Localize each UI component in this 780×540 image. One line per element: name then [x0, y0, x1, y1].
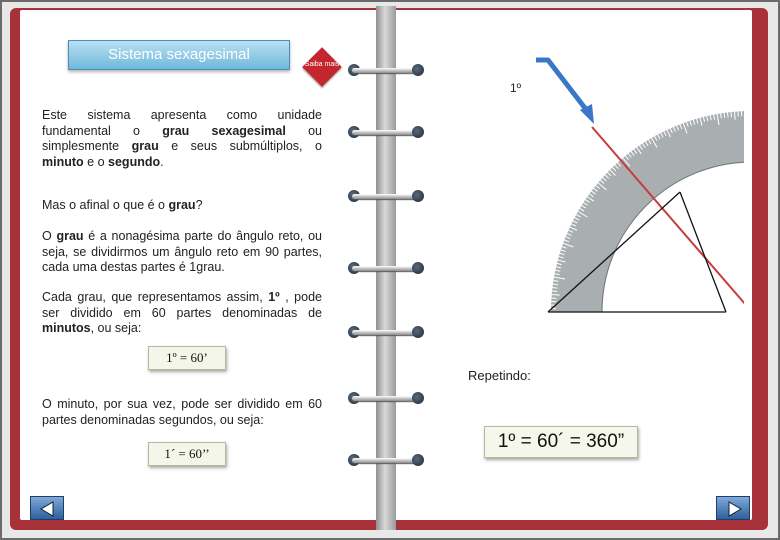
repetindo-label: Repetindo: — [468, 368, 531, 383]
prev-page-button[interactable] — [30, 496, 64, 520]
saiba-mais-button[interactable] — [303, 48, 341, 86]
intro-bold-segundo: segundo — [108, 154, 161, 169]
cada-grau-text: , pode ser dividido em 60 partes denominadas de — [42, 290, 322, 320]
page-title: Sistema sexagesimal — [68, 40, 290, 70]
intro-bold-grau: grau — [131, 139, 159, 153]
minuto-paragraph: O minuto, por sua vez, pode ser dividido em 60 partes denominadas segundos, ou seja: — [42, 397, 322, 427]
definition-text: O — [42, 229, 52, 243]
intro-bold-minuto: minuto — [42, 154, 84, 169]
cada-grau-text: Cada grau, que representamos assim, — [42, 290, 263, 304]
pointer-arrow-icon — [536, 60, 588, 112]
cada-grau-text: , ou seja: — [90, 321, 142, 335]
saiba-mais-label: Saiba mais — [304, 61, 340, 68]
definition-paragraph — [42, 229, 322, 276]
protractor-tick — [731, 111, 732, 117]
intro-text: e o — [87, 154, 105, 169]
protractor-diagram — [496, 56, 744, 316]
angle-side-line — [680, 192, 726, 312]
question-paragraph — [42, 198, 322, 214]
formula-degree-minutes: 1º = 60’ — [148, 346, 226, 370]
arrow-left-icon — [31, 497, 65, 521]
definition-bold: grau — [56, 229, 84, 243]
binder-ring — [348, 64, 424, 78]
binder-ring — [348, 262, 424, 276]
intro-paragraph — [42, 108, 322, 170]
protractor-tick — [551, 291, 557, 292]
binder-ring — [348, 126, 424, 140]
binder-ring — [348, 454, 424, 468]
intro-text: ou simplesmente — [42, 123, 322, 153]
summary-formula: 1º = 60´ = 360” — [484, 426, 638, 458]
intro-text: Este sistema apresenta como unidade fundamental o — [42, 108, 322, 138]
definition-text: é a nonagésima parte do ângulo reto, ou seja, se dividirmos um ângulo reto em 90 partes, cada uma destas partes é 1grau. — [42, 229, 322, 274]
degree-label: 1º — [510, 81, 522, 95]
intro-bold-grau-sexagesimal: grau sexagesimal — [162, 123, 286, 138]
intro-text: e seus submúltiplos, o — [171, 139, 322, 153]
binder-ring — [348, 190, 424, 204]
binder-ring — [348, 326, 424, 340]
cada-grau-bold: 1º — [268, 290, 280, 304]
question-text: Mas o afinal o que é o — [42, 198, 165, 212]
question-bold: grau — [168, 198, 196, 212]
question-text: ? — [195, 198, 203, 212]
arrow-right-icon — [717, 497, 751, 521]
next-page-button[interactable] — [716, 496, 750, 520]
cada-grau-bold-minutos: minutos — [42, 321, 91, 335]
intro-text: . — [160, 154, 164, 169]
cada-grau-paragraph — [42, 290, 322, 337]
formula-minute-seconds: 1´ = 60’’ — [148, 442, 226, 466]
binder-ring — [348, 392, 424, 406]
